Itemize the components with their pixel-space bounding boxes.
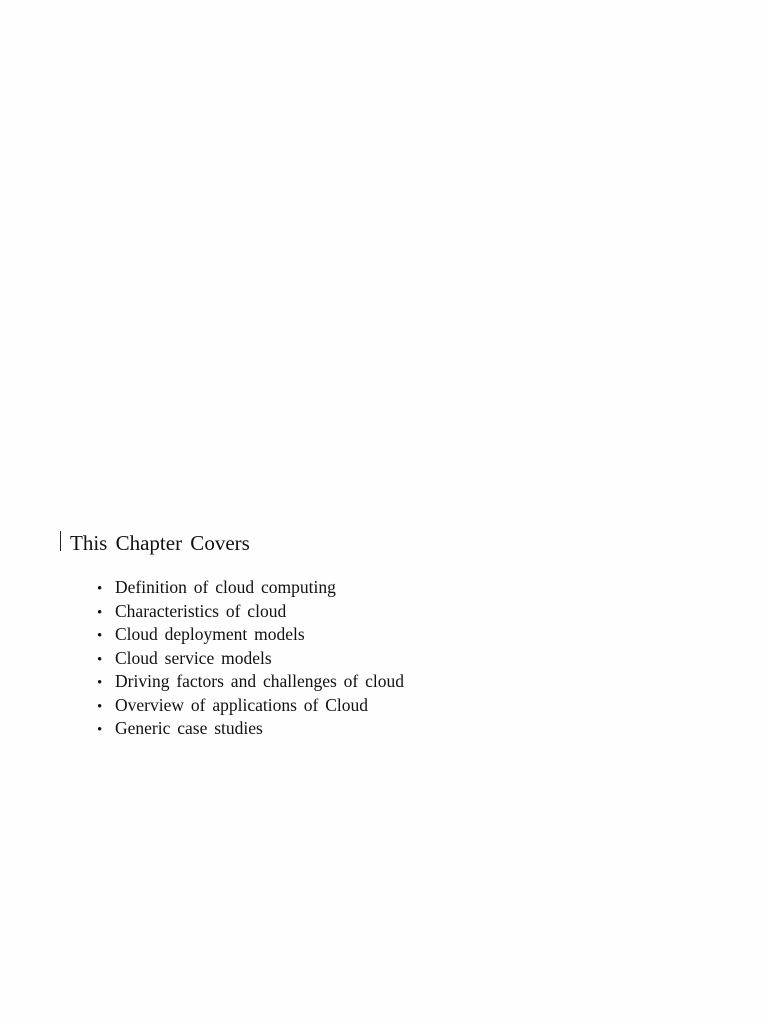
chapter-covers-heading: This Chapter Covers [70,531,250,555]
list-item [97,718,660,742]
chapter-overview-section [60,529,660,742]
bullet-icon: • [97,722,103,738]
topic-text: Cloud service models [115,647,272,668]
list-item [97,601,660,625]
topic-text: Characteristics of cloud [115,600,287,621]
heading-row [60,529,660,557]
bullet-icon: • [97,698,103,715]
list-item [97,695,660,719]
topic-text: Driving factors and challenges of cloud [115,671,405,691]
bullet-icon: • [97,581,103,597]
bullet-icon: • [97,604,103,621]
bullet-icon: • [97,651,103,668]
list-item [97,624,660,648]
list-item [97,577,660,601]
topic-text: Cloud deployment models [115,624,305,644]
topic-text: Definition of cloud computing [115,577,336,597]
bullet-icon: • [97,628,103,644]
bullet-icon: • [97,675,103,691]
list-item [97,648,660,672]
topic-text: Generic case studies [115,718,263,738]
topic-text: Overview of applications of Cloud [115,694,369,715]
heading-rule-bar [60,531,61,551]
list-item [97,671,660,695]
topic-list [97,577,660,742]
